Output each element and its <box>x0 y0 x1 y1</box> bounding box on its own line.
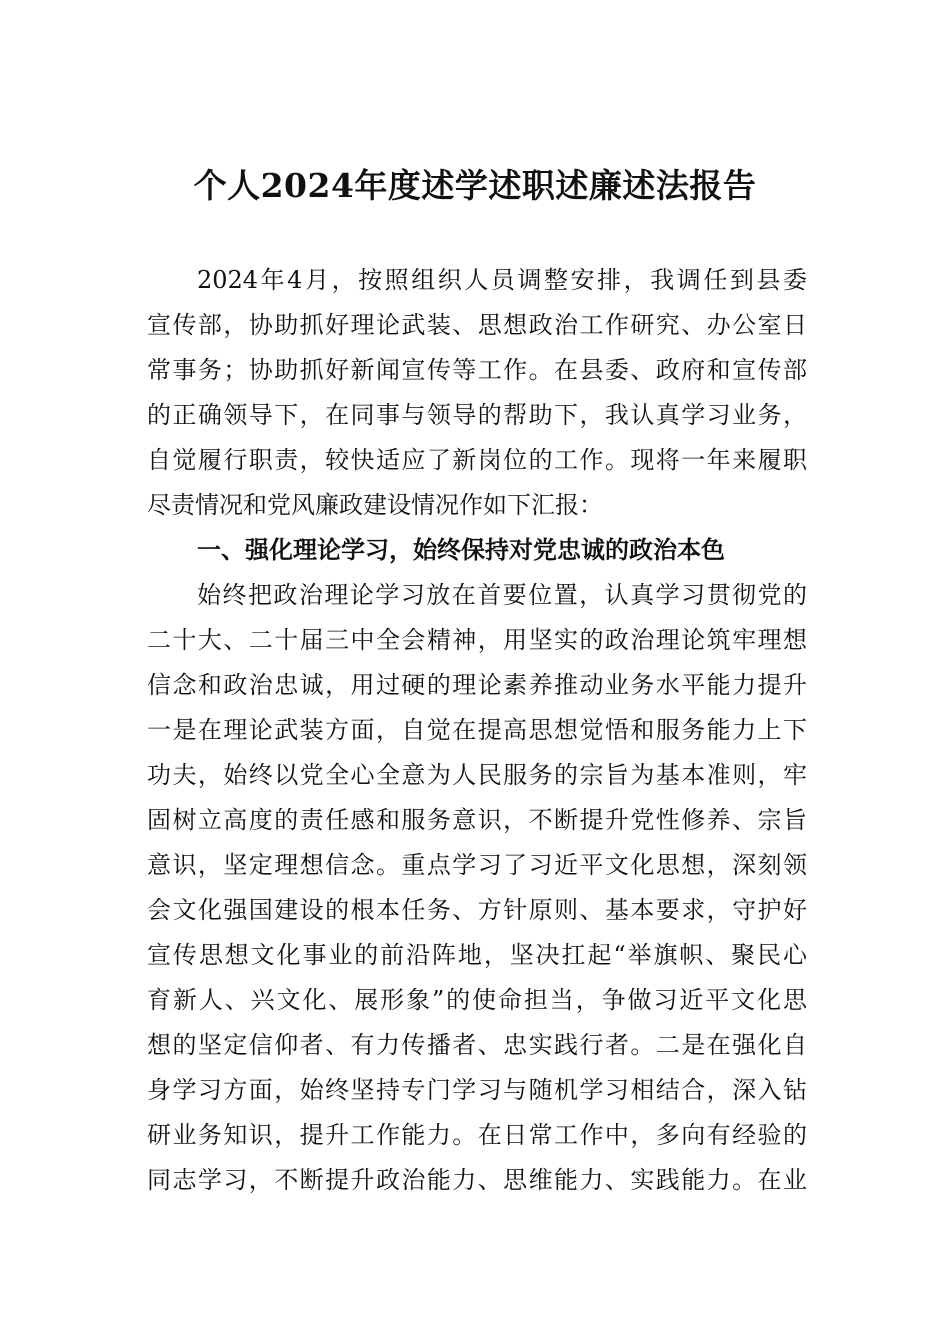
paragraph-line: 一是在理论武装方面，自觉在提高思想觉悟和服务能力上下 <box>147 716 807 744</box>
paragraph-line: 固树立高度的责任感和服务意识，不断提升党性修养、宗旨 <box>147 806 807 834</box>
document-body <box>147 258 807 1203</box>
section-heading: 一、强化理论学习，始终保持对党忠诚的政治本色 <box>197 536 725 564</box>
document-title: 个人2024年度述学述职述廉述法报告 <box>193 166 757 205</box>
paragraph-line: 信念和政治忠诚，用过硬的理论素养推动业务水平能力提升 <box>147 671 807 699</box>
paragraph-line: 研业务知识，提升工作能力。在日常工作中，多向有经验的 <box>147 1121 807 1149</box>
paragraph-line: 尽责情况和党风廉政建设情况作如下汇报： <box>147 491 603 519</box>
paragraph-line: 同志学习，不断提升政治能力、思维能力、实践能力。在业 <box>147 1166 807 1194</box>
paragraph-line: 宣传部，协助抓好理论武装、思想政治工作研究、办公室日 <box>147 311 807 339</box>
paragraph-line: 宣传思想文化事业的前沿阵地，坚决扛起“举旗帜、聚民心 <box>147 941 807 969</box>
paragraph-line: 自觉履行职责，较快适应了新岗位的工作。现将一年来履职 <box>147 446 807 474</box>
paragraph-line: 2024年4月，按照组织人员调整安排，我调任到县委 <box>197 266 807 294</box>
paragraph-line: 的正确领导下，在同事与领导的帮助下，我认真学习业务， <box>147 401 807 429</box>
paragraph-line: 功夫，始终以党全心全意为人民服务的宗旨为基本准则，牢 <box>147 761 807 789</box>
paragraph-line: 意识，坚定理想信念。重点学习了习近平文化思想，深刻领 <box>147 851 807 879</box>
paragraph-line: 二十大、二十届三中全会精神，用坚实的政治理论筑牢理想 <box>147 626 807 654</box>
paragraph-line: 始终把政治理论学习放在首要位置，认真学习贯彻党的 <box>197 581 807 609</box>
paragraph-line: 想的坚定信仰者、有力传播者、忠实践行者。二是在强化自 <box>147 1031 807 1059</box>
paragraph-line: 会文化强国建设的根本任务、方针原则、基本要求，守护好 <box>147 896 807 924</box>
paragraph-line: 育新人、兴文化、展形象”的使命担当，争做习近平文化思 <box>147 986 807 1014</box>
paragraph-line: 常事务；协助抓好新闻宣传等工作。在县委、政府和宣传部 <box>147 356 807 384</box>
paragraph-line: 身学习方面，始终坚持专门学习与随机学习相结合，深入钻 <box>147 1076 807 1104</box>
